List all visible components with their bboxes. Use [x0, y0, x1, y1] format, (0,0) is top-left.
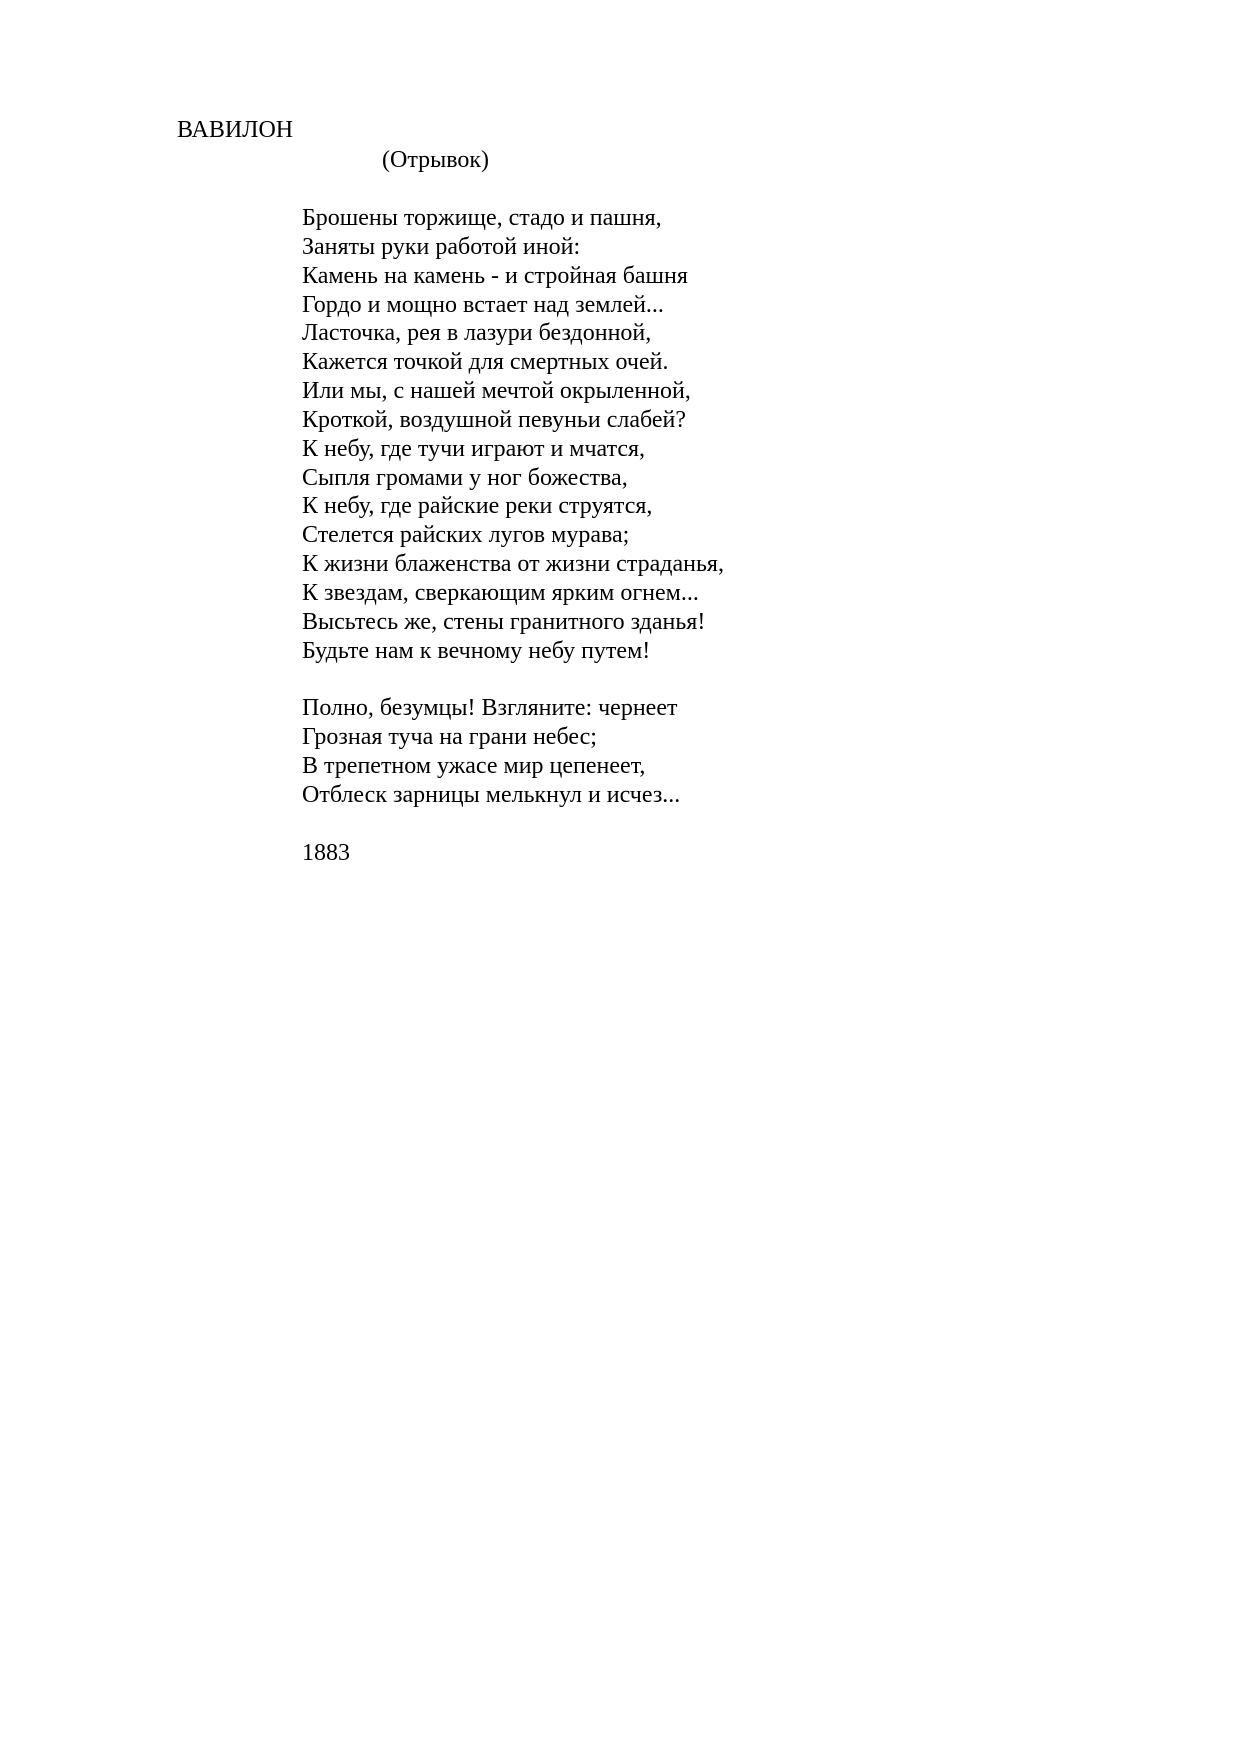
poem-year: 1883 [302, 839, 350, 866]
poem-body [302, 204, 724, 867]
poem-line: Кажется точкой для смертных очей. [302, 349, 669, 376]
poem-line: К звездам, сверкающим ярким огнем... [302, 579, 699, 606]
poem-line: Стелется райских лугов мурава; [302, 522, 630, 549]
poem-line: Отблеск зарницы мелькнул и исчез... [302, 781, 681, 808]
stanza-2 [302, 694, 724, 809]
poem-line: Грозная туча на грани небес; [302, 724, 597, 751]
poem-line: Ласточка, рея в лазури бездонной, [302, 320, 652, 347]
poem-line: Полно, безумцы! Взгляните: чернеет [302, 695, 678, 722]
poem-line: Заняты руки работой иной: [302, 233, 581, 260]
poem-line: Кроткой, воздушной певуньи слабей? [302, 406, 687, 433]
poem-line: К небу, где тучи играют и мчатся, [302, 435, 646, 462]
stanza-1 [302, 204, 724, 666]
poem-title: ВАВИЛОН [177, 117, 294, 143]
poem-line: Или мы, с нашей мечтой окрыленной, [302, 378, 691, 405]
poem-line: К небу, где райские реки струятся, [302, 493, 653, 520]
poem-line: Сыпля громами у ног божества, [302, 464, 628, 491]
poem-line: Гордо и мощно встает над землей... [302, 291, 664, 318]
poem-line: В трепетном ужасе мир цепенеет, [302, 753, 646, 780]
poem-line: Высьтесь же, стены гранитного зданья! [302, 608, 706, 635]
poem-line: К жизни блаженства от жизни страданья, [302, 551, 724, 578]
poem-line: Камень на камень - и стройная башня [302, 262, 688, 289]
poem-subtitle: (Отрывок) [382, 147, 490, 173]
poem-line: Брошены торжище, стадо и пашня, [302, 205, 662, 231]
poem-line: Будьте нам к вечному небу путем! [302, 637, 651, 664]
